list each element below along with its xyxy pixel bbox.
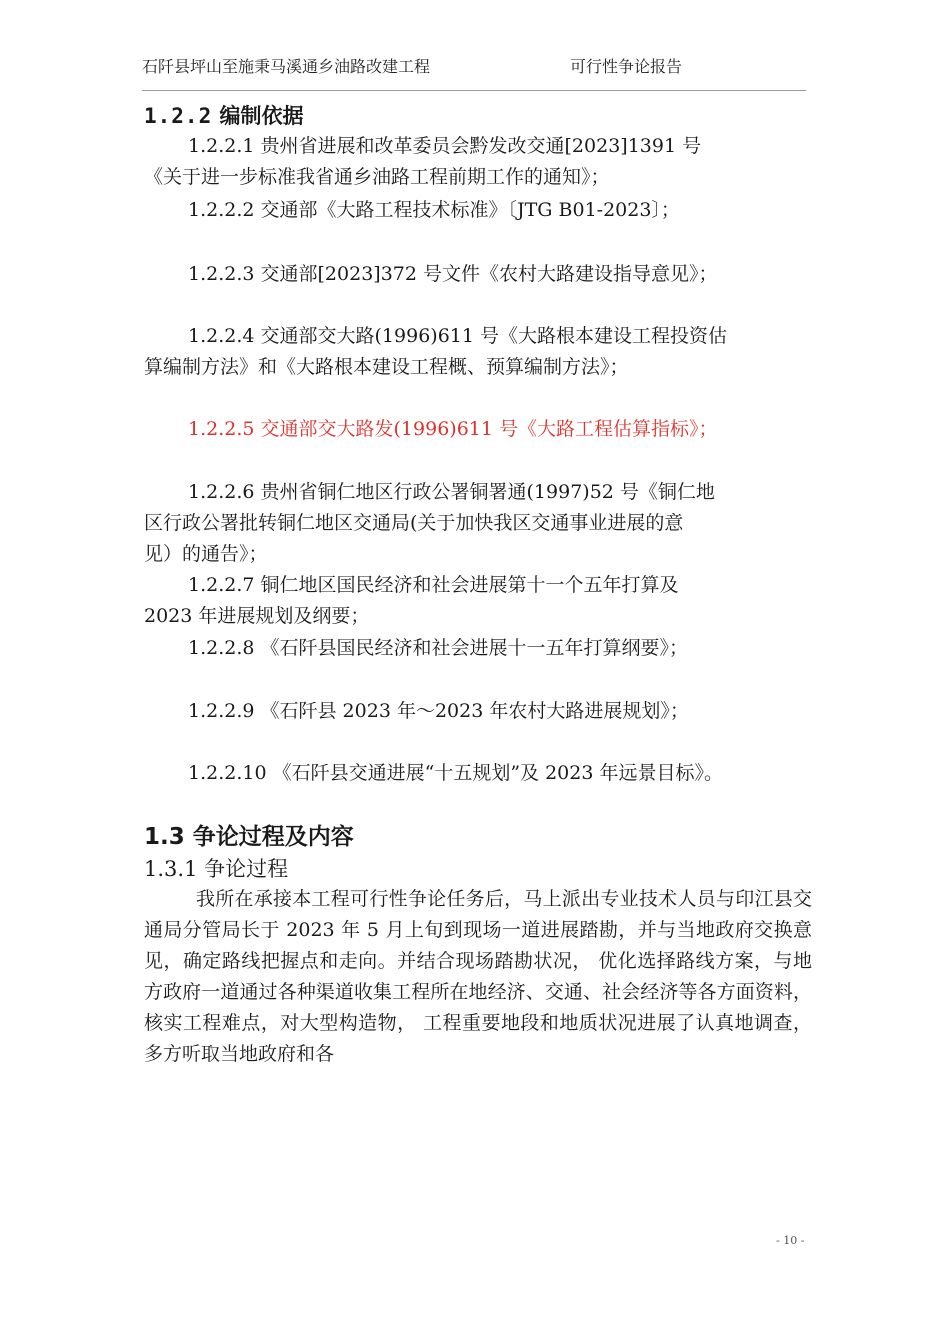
page-header [142,52,806,91]
page-number: - 10 - [776,1234,805,1247]
basis-item-7-line-1: 1.2.2.7 铜仁地区国民经济和社会进展第十一个五年打算及 [188,574,679,596]
research-process-paragraph: 我所在承接本工程可行性争论任务后，马上派出专业技术人员与印江县交通局分管局长于 2023 年 5 月上旬到现场一道进展踏勘，并与当地政府交换意见，确定路线把握点和走向。并结合现场踏勘状况， 优化选择路线方案，与地方政府一道通过各种渠道收集工程所在地经济、交通、社会经济等各方面资料，核实工程难点，对大型构造物， 工程重要地段和地质状况进展了认真地调查，多方听取当地政府和各 [144,888,812,1065]
basis-item-2: 1.2.2.2 交通部《大路工程技术标准》〔JTG B01-2023〕； [188,199,680,221]
subsection-heading-1-3-1: 1.3.1 争论过程 [144,857,289,881]
section-heading-1-3: 1.3 争论过程及内容 [144,824,354,850]
basis-item-8: 1.2.2.8 《石阡县国民经济和社会进展十一五年打算纲要》； [188,637,689,659]
basis-item-1-line-2: 《关于进一步标准我省通乡油路工程前期工作的通知》； [144,166,610,188]
basis-item-6-line-1: 1.2.2.6 贵州省铜仁地区行政公署铜署通(1997)52 号《铜仁地 [188,481,715,503]
basis-item-3: 1.2.2.3 交通部[2023]372 号文件《农村大路建设指导意见》； [188,263,718,285]
basis-item-1-line-1: 1.2.2.1 贵州省进展和改革委员会黔发改交通[2023]1391 号 [188,135,702,157]
basis-item-4-line-2: 算编制方法》和《大路根本建设工程概、预算编制方法》； [144,356,629,378]
header-report-title: 可行性争论报告 [570,57,683,76]
basis-item-5-highlighted: 1.2.2.5 交通部交大路发(1996)611 号《大路工程估算指标》； [188,418,718,440]
section-heading-1-2-2 [144,100,304,130]
header-project-title: 石阡县坪山至施秉马溪通乡油路改建工程 [142,57,431,76]
basis-item-9: 1.2.2.9 《石阡县 2023 年～2023 年农村大路进展规划》； [188,700,689,722]
basis-item-10: 1.2.2.10 《石阡县交通进展“十五规划”及 2023 年远景目标》。 [188,762,723,784]
basis-item-6-line-3: 见）的通告》； [144,543,268,565]
basis-item-4-line-1: 1.2.2.4 交通部交大路(1996)611 号《大路根本建设工程投资估 [188,325,727,347]
basis-item-7-line-2: 2023 年进展规划及纲要； [144,605,370,627]
basis-item-6-line-2: 区行政公署批转铜仁地区交通局(关于加快我区交通事业进展的意 [144,512,684,534]
section-title: 编制依据 [219,103,304,128]
section-number: 1.2.2 [144,104,213,128]
